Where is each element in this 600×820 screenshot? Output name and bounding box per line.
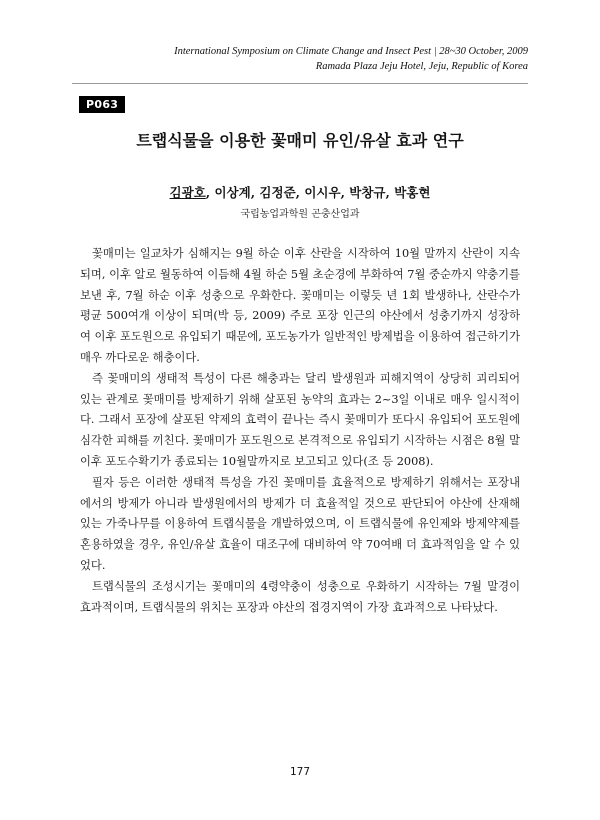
poster-id-badge: P063 [79, 96, 125, 113]
paragraph-1: 꽃매미는 일교차가 심해지는 9월 하순 이후 산란을 시작하여 10월 말까지 산란이 지속되며, 이후 알로 월동하여 이듬해 4월 하순 5월 초순경에 부화하여 7월 중순까지 약충기를 보낸 후, 7월 하순 이후 성충으로 우화한다. 꽃매미는 이렇듯 년 1회 발생하나, 산란수가 평균 500여개 이상이 되며(박 등, 2009) 주로 포장 인근의 야산에서 성충기까지 성장하여 이후 포도원으로 유입되기 때문에, 포도농가가 일반적인 방제법을 이용하여 접근하기가 매우 까다로운 해충이다. [80, 247, 520, 364]
paragraph-3: 필자 등은 이러한 생태적 특성을 가진 꽃매미를 효율적으로 방제하기 위해서는 포장내에서의 방제가 아니라 발생원에서의 방제가 더 효율적일 것으로 판단되어 야산에 산재해 있는 가죽나무를 이용하여 트랩식물을 개발하였으며, 이 트랩식물에 유인제와 방제약제를 혼용하였을 경우, 유인/유살 효율이 대조구에 대비하여 약 70여배 더 효과적임을 알 수 있었다. [80, 475, 520, 572]
paragraph-2: 즉 꽃매미의 생태적 특성이 다른 해충과는 달리 발생원과 피해지역이 상당히 괴리되어 있는 관계로 꽃매미를 방제하기 위해 살포된 농약의 효과는 2~3일 이내로 매우 일시적이다. 그래서 포장에 살포된 약제의 효력이 끝나는 즉시 꽃매미가 또다시 유입되어 포도원에 심각한 피해를 끼친다. 꽃매미가 포도원으로 본격적으로 유입되기 시작하는 시점은 8월 말 이후 포도수확기가 종료되는 10월말까지로 보고되고 있다(조 등 2008). [80, 371, 520, 468]
header-separator: | [433, 46, 440, 57]
co-authors: , 이상계, 김정준, 이시우, 박창규, 박홍현 [205, 185, 431, 200]
symposium-name: International Symposium on Climate Change and Insect Pest [174, 46, 432, 57]
page-header [174, 44, 528, 74]
abstract-body [80, 244, 520, 618]
paper-title: 트랩식물을 이용한 꽃매미 유인/유살 효과 연구 [136, 131, 464, 150]
header-rule [72, 83, 528, 84]
first-author: 김광호 [169, 185, 206, 200]
symposium-venue: Ramada Plaza Jeju Hotel, Jeju, Republic of Korea [315, 61, 528, 72]
symposium-date: 28~30 October, 2009 [439, 46, 528, 57]
header-line-1 [174, 44, 528, 59]
affiliation: 국립농업과학원 곤충산업과 [240, 209, 360, 220]
author-list [0, 183, 600, 201]
page-number: 177 [289, 766, 311, 778]
paragraph-4: 트랩식물의 조성시기는 꽃매미의 4령약충이 성충으로 우화하기 시작하는 7월 말경이 효과적이며, 트랩식물의 위치는 포장과 야산의 접경지역이 가장 효과적으로 나타났다. [80, 579, 520, 614]
